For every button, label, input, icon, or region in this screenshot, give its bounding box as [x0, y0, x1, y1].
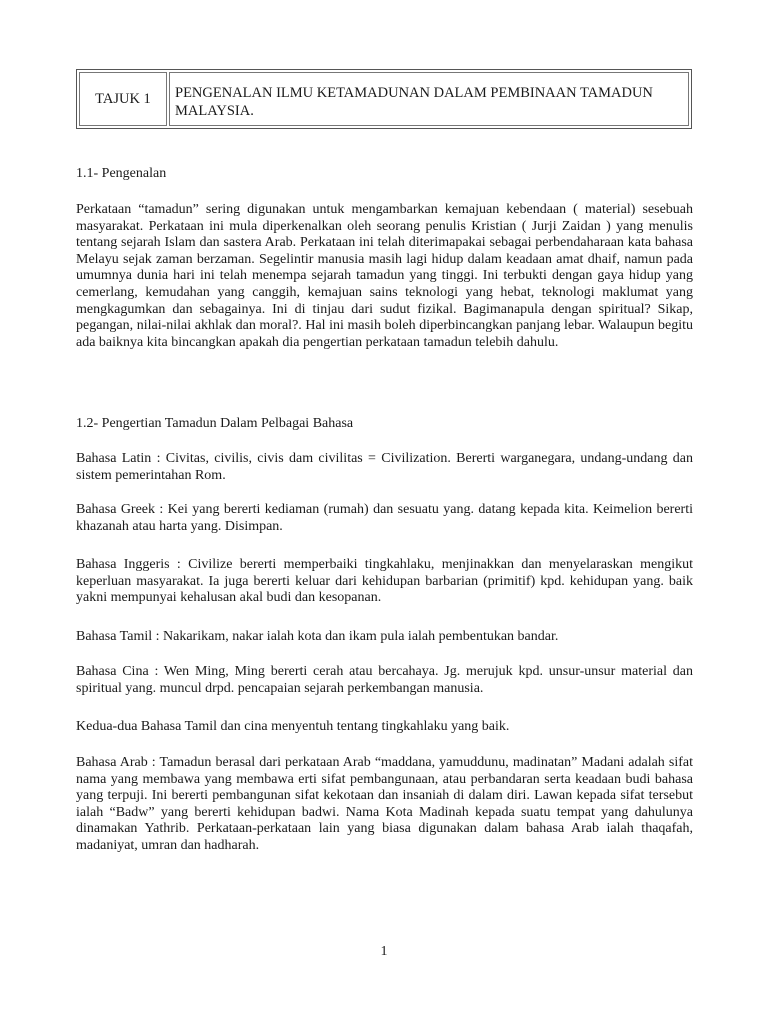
paragraph-latin: Bahasa Latin : Civitas, civilis, civis dam civilitas = Civilization. Bererti warganegara, undang-undang dan sistem pemerintahan Rom. [76, 451, 693, 483]
topic-title: PENGENALAN ILMU KETAMADUNAN DALAM PEMBINAAN TAMADUN MALAYSIA. [175, 85, 653, 119]
topic-header-table [76, 69, 692, 129]
paragraph-tamil-chinese-note: Kedua-dua Bahasa Tamil dan cina menyentuh tentang tingkahlaku yang baik. [76, 719, 510, 734]
paragraph-tamil: Bahasa Tamil : Nakarikam, nakar ialah kota dan ikam pula ialah pembentukan bandar. [76, 629, 559, 644]
page-number: 1 [380, 944, 388, 959]
section-heading-introduction: 1.1- Pengenalan [76, 166, 167, 181]
paragraph-greek: Bahasa Greek : Kei yang bererti kediaman (rumah) dan sesuatu yang. datang kepada kita. Keimelion bererti khazanah atau harta yang. Disimpan. [76, 502, 693, 534]
section-heading-definitions: 1.2- Pengertian Tamadun Dalam Pelbagai Bahasa [76, 416, 354, 431]
introduction-paragraph: Perkataan “tamadun” sering digunakan untuk mengambarkan kemajuan kebendaan ( material) sesebuah masyarakat. Perkataan ini mula diperkenalkan oleh seorang penulis Kristian ( Jurji Zaidan ) yang menulis tentang sejarah Islam dan sastera Arab. Perkataan ini telah diterimapakai sebagai perbendaharaan kata bahasa Melayu sejak zaman berzaman. Segelintir manusia masih lagi hidup dalam keadaan amat dhaif, namun pada umumnya dunia hari ini telah menempa sejarah tamadun yang tinggi. Ini terbukti dengan gaya hidup yang cemerlang, kemudahan yang canggih, kemajuan sains teknologi yang hebat, teknologi maklumat yang mengkagumkan dan sebagainya. Ini di tinjau dari sudut fizikal. Bagimanapula dengan spiritual? Sikap, pegangan, nilai-nilai akhlak dan moral?. Hal ini masih boleh diperbincangkan panjang lebar. Walaupun begitu ada baiknya kita bincangkan apakah dia pengertian perkataan tamadun telebih dahulu. [76, 202, 693, 350]
paragraph-english: Bahasa Inggeris : Civilize bererti memperbaiki tingkahlaku, menjinakkan dan menyelaraskan mengikut keperluan masyarakat. Ia juga bererti keluar dari kehidupan barbarian (primitif) kpd. kehidupan yang. baik yakni mempunyai kehalusan akal budi dan kesopanan. [76, 557, 693, 606]
paragraph-chinese: Bahasa Cina : Wen Ming, Ming bererti cerah atau bercahaya. Jg. merujuk kpd. unsur-unsur material dan spiritual yang. muncul drpd. pencapaian sejarah perkembangan manusia. [76, 664, 693, 696]
topic-label-cell [79, 72, 167, 126]
topic-label: TAJUK 1 [95, 90, 151, 107]
paragraph-arabic: Bahasa Arab : Tamadun berasal dari perkataan Arab “maddana, yamuddunu, madinatan” Madani adalah sifat nama yang membawa yang membawa erti sifat pembangunaan, atau perbandaran serta keadaan budi bahasa yang terpuji. Ini bererti pembangunan sifat kekotaan dan insaniah di dalam diri. Lawan kepada sifat tersebut ialah “Badw” yang bererti kehidupan badwi. Nama Kota Madinah kepada suatu tempat yang dahulunya dinamakan Yathrib. Perkataan-perkataan lain yang biasa digunakan dalam bahasa Arab ialah thaqafah, madaniyat, umran dan hadharah. [76, 755, 693, 853]
topic-title-cell [169, 72, 689, 126]
